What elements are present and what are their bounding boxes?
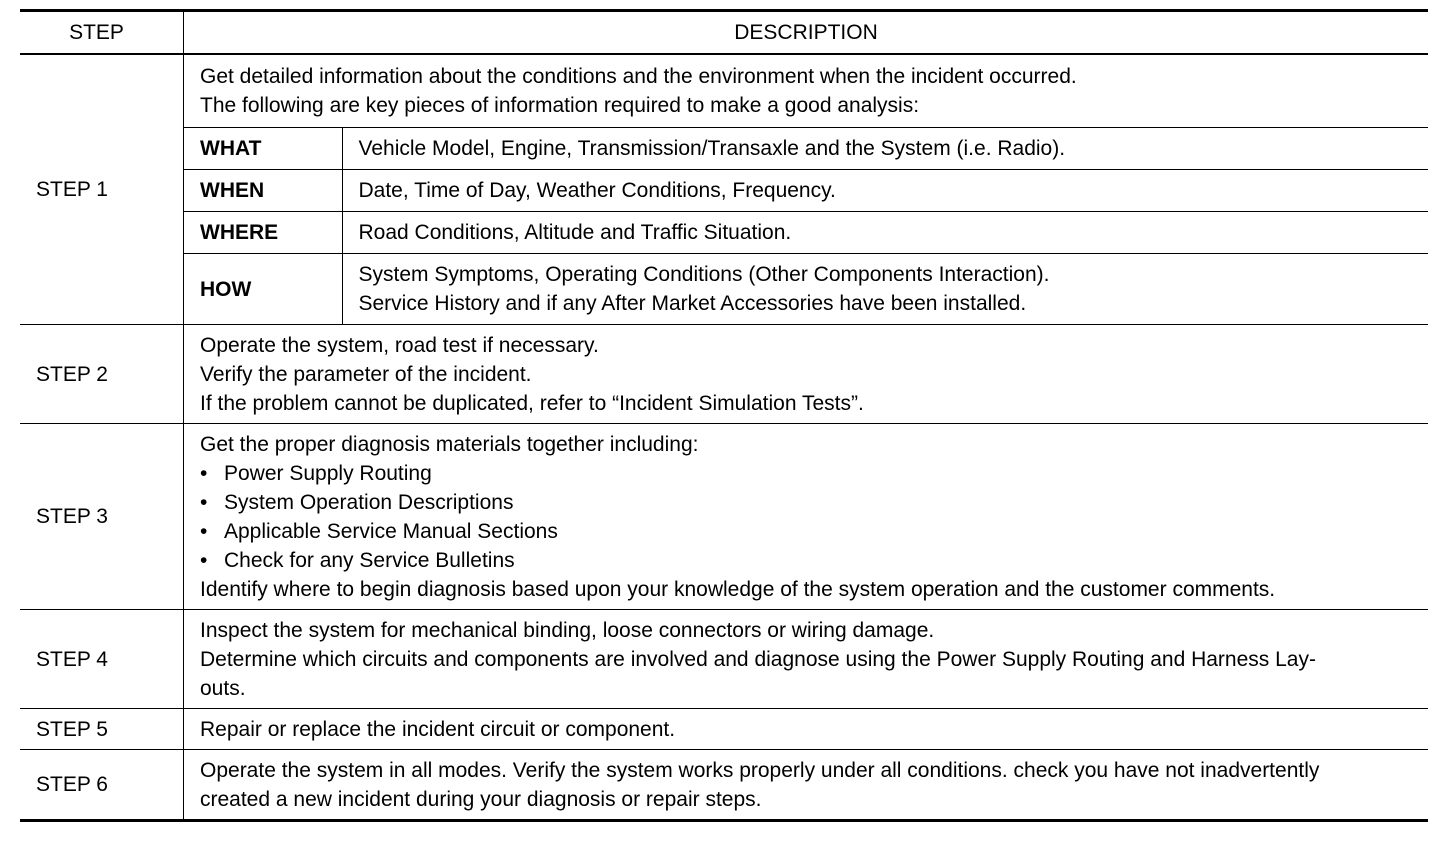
key-label: WHEN <box>184 170 342 212</box>
table-row-step-5 <box>20 709 1428 750</box>
step-label: STEP 2 <box>20 325 184 424</box>
description-line: Operate the system in all modes. Verify the system works properly under all conditions. check you have not inadvertently <box>200 759 1320 782</box>
step-4-description <box>184 610 1429 709</box>
key-label: WHAT <box>184 128 342 170</box>
step-6-description <box>184 750 1429 821</box>
table-row-step-2 <box>20 325 1428 424</box>
key-row-what <box>184 128 1428 170</box>
step-2-description <box>184 325 1429 424</box>
key-row-when <box>184 170 1428 212</box>
key-label: WHERE <box>184 212 342 254</box>
bullet-text: System Operation Descriptions <box>224 491 514 514</box>
description-line: If the problem cannot be duplicated, refer to “Incident Simulation Tests”. <box>200 392 864 415</box>
bullet-icon: • <box>200 462 208 485</box>
key-information-table <box>184 127 1428 324</box>
bullet-item <box>200 517 1414 546</box>
key-value-line: Vehicle Model, Engine, Transmission/Transaxle and the System (i.e. Radio). <box>358 137 1066 160</box>
header-step: STEP <box>20 11 184 55</box>
key-value-line: Service History and if any After Market Accessories have been installed. <box>358 292 1027 315</box>
header-description: DESCRIPTION <box>184 11 1429 55</box>
description-line: created a new incident during your diagnosis or repair steps. <box>200 788 762 811</box>
key-value <box>342 254 1428 325</box>
bullet-text: Check for any Service Bulletins <box>224 549 515 572</box>
bullet-icon: • <box>200 549 208 572</box>
description-line: Repair or replace the incident circuit or component. <box>200 718 676 741</box>
key-value-line: Date, Time of Day, Weather Conditions, Frequency. <box>358 179 836 202</box>
step-1-intro <box>184 55 1428 127</box>
description-line: Identify where to begin diagnosis based upon your knowledge of the system operation and the customer comments. <box>200 578 1276 601</box>
step-label: STEP 6 <box>20 750 184 821</box>
bullet-text: Power Supply Routing <box>224 462 432 485</box>
step-3-description <box>184 424 1429 610</box>
description-line: Get the proper diagnosis materials together including: <box>200 433 699 456</box>
bullet-item <box>200 488 1414 517</box>
key-value <box>342 212 1428 254</box>
step-1-intro-line: Get detailed information about the conditions and the environment when the incident occurred. <box>200 65 1077 88</box>
key-label: HOW <box>184 254 342 325</box>
key-row-how <box>184 254 1428 325</box>
step-1-intro-line: The following are key pieces of information required to make a good analysis: <box>200 94 920 117</box>
step-label: STEP 3 <box>20 424 184 610</box>
table-row-step-3 <box>20 424 1428 610</box>
table-header <box>20 11 1428 55</box>
description-line: Determine which circuits and components are involved and diagnose using the Power Supply Routing and Harness Lay- <box>200 648 1316 671</box>
diagnostic-steps-table <box>20 9 1428 822</box>
bullet-text: Applicable Service Manual Sections <box>224 520 558 543</box>
key-row-where <box>184 212 1428 254</box>
step-5-description <box>184 709 1429 750</box>
bullet-item <box>200 459 1414 488</box>
table-row-step-1 <box>20 54 1428 325</box>
description-line: Operate the system, road test if necessary. <box>200 334 599 357</box>
bullet-icon: • <box>200 520 208 543</box>
description-line: Verify the parameter of the incident. <box>200 363 532 386</box>
key-value-line: Road Conditions, Altitude and Traffic Situation. <box>358 221 792 244</box>
header-row <box>20 11 1428 55</box>
bullet-icon: • <box>200 491 208 514</box>
key-value <box>342 170 1428 212</box>
bullet-item <box>200 546 1414 575</box>
step-label: STEP 1 <box>20 54 184 325</box>
step-1-description <box>184 54 1429 325</box>
table-row-step-6 <box>20 750 1428 821</box>
key-value-line: System Symptoms, Operating Conditions (Other Components Interaction). <box>358 263 1050 286</box>
step-label: STEP 5 <box>20 709 184 750</box>
description-line: outs. <box>200 677 246 700</box>
step-label: STEP 4 <box>20 610 184 709</box>
key-value <box>342 128 1428 170</box>
description-line: Inspect the system for mechanical binding, loose connectors or wiring damage. <box>200 619 935 642</box>
table-row-step-4 <box>20 610 1428 709</box>
